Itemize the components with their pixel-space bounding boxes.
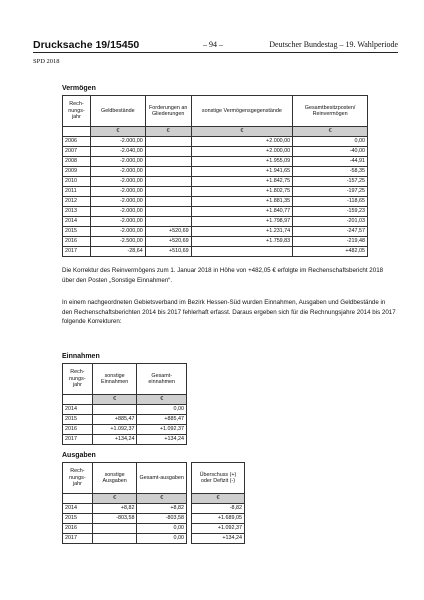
einnahmen-row [63,415,187,425]
einnahmen-cell: 2015 [63,415,93,425]
vermoegen-row [63,147,368,157]
einnahmen-currency-cell: € [137,395,187,405]
vermoegen-cell: -2.000,00 [90,197,145,207]
ausgaben-currency-cell: € [137,494,187,504]
vermoegen-cell: -118,65 [293,197,368,207]
vermoegen-cell: -2.000,00 [90,157,145,167]
ueberschuss-table [191,462,245,544]
ueberschuss-cell: -8,82 [192,504,245,514]
page-header [33,39,398,51]
doc-label: Drucksache 19/ [33,39,111,51]
doc-number: 15450 [110,39,140,51]
vermoegen-header-cell: Forderungen an Gliederungen [145,96,191,127]
vermoegen-cell: 2008 [63,157,91,167]
vermoegen-cell [145,167,191,177]
ausgaben-currency-row [63,494,187,504]
einnahmen-cell [92,405,137,415]
einnahmen-cell: +885,47 [92,415,137,425]
vermoegen-cell: 2016 [63,237,91,247]
vermoegen-cell: -2.000,00 [90,137,145,147]
einnahmen-table [62,363,187,445]
ausgaben-row [63,504,187,514]
einnahmen-cell: +885,47 [137,415,187,425]
vermoegen-cell [145,217,191,227]
ausgaben-cell: 2015 [63,514,93,524]
vermoegen-cell: -197,25 [293,187,368,197]
einnahmen-header-cell: Rech-nungs-jahr [63,364,93,395]
party-line: SPD 2018 [33,58,60,65]
vermoegen-cell: +1.941,65 [191,167,293,177]
ausgaben-row [63,514,187,524]
ueberschuss-currency-row [192,494,245,504]
vermoegen-currency-cell: € [90,127,145,137]
vermoegen-row [63,217,368,227]
ausgaben-row [63,534,187,544]
vermoegen-row [63,157,368,167]
ueberschuss-row [192,524,245,534]
vermoegen-table [62,95,368,257]
vermoegen-row [63,207,368,217]
vermoegen-currency-cell: € [145,127,191,137]
ausgaben-cell: -803,58 [137,514,187,524]
ausgaben-cell: 2017 [63,534,93,544]
ausgaben-currency-cell: € [92,494,137,504]
einnahmen-currency-row [63,395,187,405]
einnahmen-row [63,405,187,415]
ausgaben-header-cell: Rech-nungs-jahr [63,463,93,494]
vermoegen-cell: 2015 [63,227,91,237]
vermoegen-row [63,187,368,197]
page-number: – 94 – [203,40,223,49]
vermoegen-cell: 0,00 [293,137,368,147]
vermoegen-cell: +1.759,83 [191,237,293,247]
einnahmen-header-row [63,364,187,395]
ausgaben-cell [92,524,137,534]
vermoegen-cell [145,147,191,157]
vermoegen-row [63,247,368,257]
einnahmen-cell: +134,24 [92,435,137,445]
ueberschuss-header-cell: Überschuss (+) oder Defizit (-) [192,463,245,494]
ausgaben-row [63,524,187,534]
ausgaben-cell: 0,00 [137,524,187,534]
vermoegen-cell: -2.040,00 [90,147,145,157]
einnahmen-cell: 2016 [63,425,93,435]
einnahmen-currency-cell: € [92,395,137,405]
vermoegen-header-cell: Rech-nungs-jahr [63,96,91,127]
vermoegen-cell: +1.840,77 [191,207,293,217]
paragraph-hessen-sued: In einem nachgeordneten Gebietsverband im Bezirk Hessen-Süd wurden Einnahmen, Ausgaben und Geldbestände in den Rechenschaftsberichten 2014 bis 2017 fehlerhaft erfasst. Daraus ergeben sich für die Rechnungsjahre 2014 bis 2017 folgende Korrekturen: [62,299,396,326]
ausgaben-currency-cell [63,494,93,504]
vermoegen-cell: -157,25 [293,177,368,187]
vermoegen-cell: -159,23 [293,207,368,217]
vermoegen-cell: -2.000,00 [90,187,145,197]
vermoegen-cell: -2.000,00 [90,227,145,237]
vermoegen-cell: +520,69 [145,227,191,237]
vermoegen-cell: -219,48 [293,237,368,247]
ausgaben-cell: +8,82 [137,504,187,514]
ueberschuss-currency-cell: € [192,494,245,504]
vermoegen-cell: -44,91 [293,157,368,167]
ueberschuss-header-row [192,463,245,494]
ausgaben-cell: 2014 [63,504,93,514]
vermoegen-cell: 2011 [63,187,91,197]
vermoegen-cell: +510,69 [145,247,191,257]
ausgaben-cell: 0,00 [137,534,187,544]
vermoegen-cell: -58,35 [293,167,368,177]
vermoegen-cell: -2.500,00 [90,237,145,247]
vermoegen-cell [145,137,191,147]
vermoegen-currency-cell [63,127,91,137]
vermoegen-header-row [63,96,368,127]
vermoegen-cell: -2.000,00 [90,177,145,187]
vermoegen-title: Vermögen [62,85,96,92]
vermoegen-cell: 2007 [63,147,91,157]
einnahmen-cell: +134,24 [137,435,187,445]
ausgaben-cell [92,534,137,544]
ueberschuss-row [192,504,245,514]
vermoegen-currency-row [63,127,368,137]
vermoegen-header-cell: sonstige Vermögensgegenstände [191,96,293,127]
vermoegen-row [63,227,368,237]
vermoegen-cell: 2009 [63,167,91,177]
einnahmen-row [63,425,187,435]
einnahmen-header-cell: sonstige Einnahmen [92,364,137,395]
einnahmen-cell: +1.092,37 [92,425,137,435]
vermoegen-cell: +1.842,75 [191,177,293,187]
ausgaben-table [62,462,187,544]
vermoegen-cell [145,207,191,217]
ueberschuss-cell: +134,24 [192,534,245,544]
ueberschuss-row [192,534,245,544]
einnahmen-row [63,435,187,445]
ausgaben-cell: +8,82 [92,504,137,514]
ausgaben-cell: 2016 [63,524,93,534]
einnahmen-header-cell: Gesamt-einnahmen [137,364,187,395]
ausgaben-title: Ausgaben [62,452,96,459]
vermoegen-cell: +2.000,00 [191,147,293,157]
vermoegen-cell: +482,05 [293,247,368,257]
vermoegen-cell [191,247,293,257]
vermoegen-cell [145,157,191,167]
doc-reference [33,39,139,51]
vermoegen-row [63,197,368,207]
vermoegen-currency-cell: € [293,127,368,137]
header-rule [33,52,398,53]
vermoegen-cell: +1.798,97 [191,217,293,227]
ausgaben-cell: -803,58 [92,514,137,524]
einnahmen-cell: +1.092,37 [137,425,187,435]
einnahmen-title: Einnahmen [62,353,100,360]
ueberschuss-cell: +1.689,05 [192,514,245,524]
vermoegen-cell: -2.000,00 [90,167,145,177]
vermoegen-row [63,177,368,187]
parliament-label: Deutscher Bundestag – 19. Wahlperiode [269,40,398,49]
vermoegen-cell: 2013 [63,207,91,217]
einnahmen-cell: 0,00 [137,405,187,415]
vermoegen-currency-cell: € [191,127,293,137]
vermoegen-cell: 2014 [63,217,91,227]
vermoegen-cell: 2017 [63,247,91,257]
paragraph-correction: Die Korrektur des Reinvermögens zum 1. Januar 2018 in Höhe von +482,05 € erfolgte im Rechenschaftsbericht 2018 über den Posten „Sonstige Einnahmen“. [62,267,384,284]
vermoegen-cell: +2.000,00 [191,137,293,147]
vermoegen-cell: 2010 [63,177,91,187]
vermoegen-cell: +520,69 [145,237,191,247]
vermoegen-row [63,167,368,177]
vermoegen-cell: +1.802,75 [191,187,293,197]
vermoegen-cell: -2.000,00 [90,207,145,217]
einnahmen-currency-cell [63,395,93,405]
vermoegen-cell: 2006 [63,137,91,147]
vermoegen-cell: -247,57 [293,227,368,237]
einnahmen-cell: 2014 [63,405,93,415]
ausgaben-header-row [63,463,187,494]
vermoegen-header-cell: Gesamtbesitzposten/ Reinvermögen [293,96,368,127]
vermoegen-cell: -2.000,00 [90,217,145,227]
einnahmen-cell: 2017 [63,435,93,445]
vermoegen-cell [145,177,191,187]
vermoegen-cell: +1.231,74 [191,227,293,237]
vermoegen-cell: 2012 [63,197,91,207]
vermoegen-row [63,137,368,147]
vermoegen-cell [145,197,191,207]
vermoegen-cell: +1.955,09 [191,157,293,167]
ueberschuss-cell: +1.092,37 [192,524,245,534]
vermoegen-cell: -28,64 [90,247,145,257]
vermoegen-cell: +1.881,35 [191,197,293,207]
vermoegen-row [63,237,368,247]
vermoegen-cell: -40,00 [293,147,368,157]
vermoegen-cell: -201,03 [293,217,368,227]
ueberschuss-row [192,514,245,524]
vermoegen-cell [145,187,191,197]
ausgaben-header-cell: Gesamt-ausgaben [137,463,187,494]
ausgaben-header-cell: sonstige Ausgaben [92,463,137,494]
vermoegen-header-cell: Geldbestände [90,96,145,127]
